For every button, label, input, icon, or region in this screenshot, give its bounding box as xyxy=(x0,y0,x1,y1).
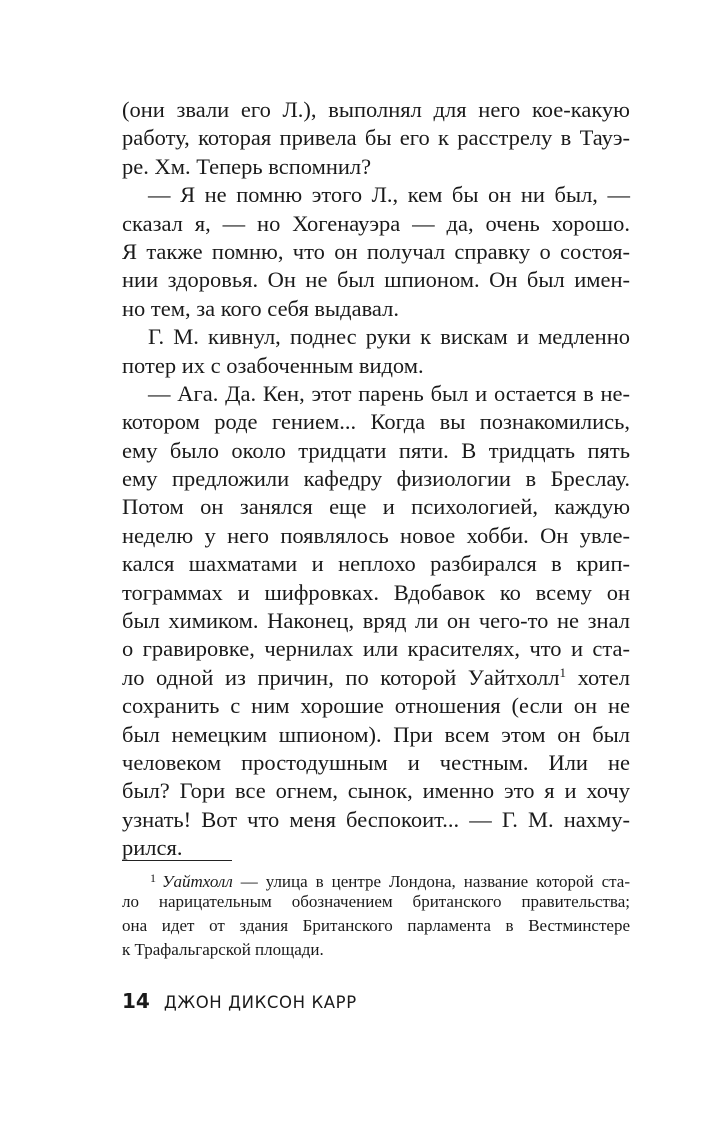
footnote-term: Уайтхолл xyxy=(162,872,233,891)
footnote-line: ло нарицательным обозначением британского правительства; xyxy=(122,892,630,911)
text-line: (они звали его Л.), выполнял для него кое-какую xyxy=(122,97,630,122)
footnote-text: — улица в центре Лондона, название которой ста- xyxy=(232,872,630,891)
text-line: Г. М. кивнул, поднес руки к вискам и медленно xyxy=(148,324,630,350)
text-line: ре. Хм. Теперь вспомнил? xyxy=(122,153,372,179)
text-line-with-footnote-ref xyxy=(122,664,630,692)
text-line: ему было около тридцати пяти. В тридцать пять xyxy=(122,437,630,463)
text-line: был химиком. Наконец, вряд ли он чего-то не знал xyxy=(122,608,630,634)
text-line: ему предложили кафедру физиологии в Бреслау. xyxy=(122,466,630,492)
text-line: сказал я, — но Хогенауэра — да, очень хорошо. xyxy=(122,210,630,236)
footnote-marker: 1 xyxy=(150,871,156,885)
text-line: потер их с озабоченным видом. xyxy=(122,352,424,378)
text-segment: ло одной из причин, по которой Уайтхолл xyxy=(122,664,560,690)
footnote-line xyxy=(122,866,630,890)
footnote-line: она идет от здания Британского парламента в Вестминстере xyxy=(122,916,630,935)
footnote-reference: 1 xyxy=(559,664,567,680)
text-line: был немецким шпионом). При всем этом он был xyxy=(122,721,630,747)
text-line: работу, которая привела бы его к расстрелу в Тауэ- xyxy=(122,125,630,151)
text-line: но тем, за кого себя выдавал. xyxy=(122,295,399,321)
text-line: сохранить с ним хорошие отношения (если он не xyxy=(122,693,630,719)
text-line: — Я не помню этого Л., кем бы он ни был, — xyxy=(148,182,630,208)
text-line: о гравировке, чернилах или красителях, что и ста- xyxy=(122,636,630,662)
author-name: ДЖОН ДИКСОН КАРР xyxy=(163,993,357,1012)
text-line: неделю у него появлялось новое хобби. Он увле- xyxy=(122,522,630,548)
text-line: узнать! Вот что меня беспокоит... — Г. М. нахму- xyxy=(122,806,630,832)
text-line: Потом он занялся еще и психологией, каждую xyxy=(122,494,630,520)
text-line: Я также помню, что он получал справку о состоя- xyxy=(122,238,630,264)
footnote xyxy=(122,866,630,962)
text-line: котором роде гением... Когда вы познакомились, xyxy=(122,409,630,435)
footnote-divider xyxy=(122,860,232,861)
page-number: 14 xyxy=(122,989,150,1013)
text-line: рился. xyxy=(122,835,183,861)
text-line: кался шахматами и неплохо разбирался в крип- xyxy=(122,551,630,577)
main-text xyxy=(122,96,630,863)
text-line: нии здоровья. Он не был шпионом. Он был имен- xyxy=(122,267,630,293)
text-line: человеком простодушным и честным. Или не xyxy=(122,749,630,775)
running-footer xyxy=(122,986,357,1016)
text-segment: хотел xyxy=(577,664,630,690)
footnote-line: к Трафальгарской площади. xyxy=(122,940,324,959)
text-line: был? Гори все огнем, сынок, именно это я и хочу xyxy=(122,778,630,804)
text-line: — Ага. Да. Кен, этот парень был и остается в не- xyxy=(148,380,630,406)
text-line: тограммах и шифровках. Вдобавок ко всему он xyxy=(122,579,630,605)
